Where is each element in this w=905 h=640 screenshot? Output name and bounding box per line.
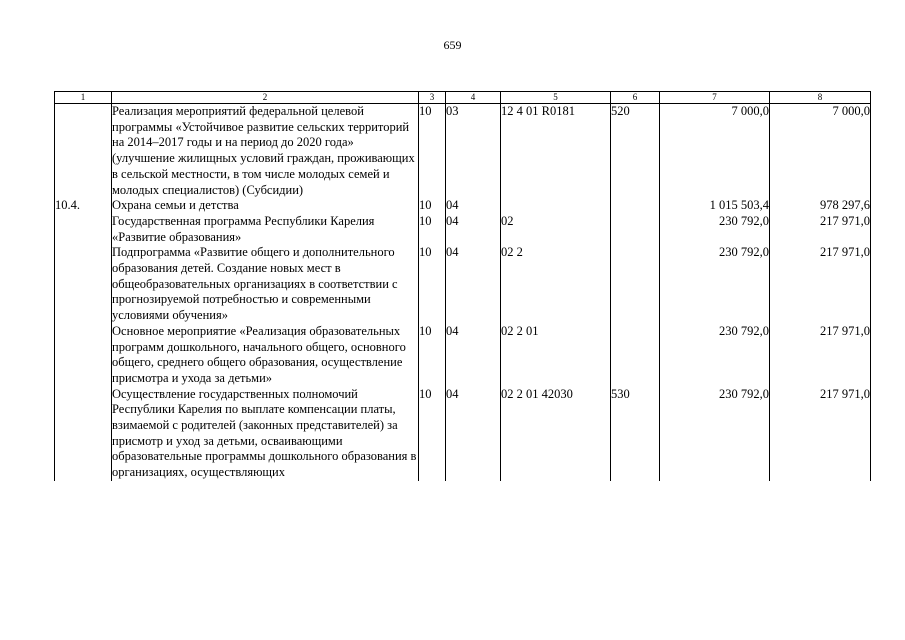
row-subsection: 04	[446, 245, 501, 324]
row-amount-2: 7 000,0	[770, 104, 871, 199]
header-col-3: 3	[419, 92, 446, 104]
table-row	[55, 387, 871, 481]
row-number	[55, 324, 112, 387]
header-col-2: 2	[112, 92, 419, 104]
table-row	[55, 214, 871, 245]
table-row	[55, 198, 871, 214]
header-col-1: 1	[55, 92, 112, 104]
budget-table	[54, 91, 871, 481]
row-name: Государственная программа Республики Карелия «Развитие образования»	[112, 214, 419, 245]
table-row	[55, 245, 871, 324]
header-col-4: 4	[446, 92, 501, 104]
row-subsection: 03	[446, 104, 501, 199]
row-subsection: 04	[446, 387, 501, 481]
row-amount-2: 978 297,6	[770, 198, 871, 214]
row-target: 02 2 01	[501, 324, 611, 387]
page-number: 659	[443, 38, 462, 52]
header-row	[55, 92, 871, 104]
row-amount-1: 1 015 503,4	[660, 198, 770, 214]
row-name: Реализация мероприятий федеральной целевой программы «Устойчивое развитие сельских территорий на 2014–2017 годы и на период до 2020 года» (улучшение жилищных условий граждан, проживающих в сельской местности, в том числе молодых семей и молодых специалистов) (Субсидии)	[112, 104, 419, 199]
row-name: Осуществление государственных полномочий Республики Карелия по выплате компенсации платы, взимаемой с родителей (законных представителей) за присмотр и уход за детьми, осваивающими образовательные программы дошкольного образования в организациях, осуществляющих	[112, 387, 419, 481]
row-target	[501, 198, 611, 214]
row-amount-1: 7 000,0	[660, 104, 770, 199]
row-target: 12 4 01 R0181	[501, 104, 611, 199]
row-section: 10	[419, 198, 446, 214]
row-subsection: 04	[446, 198, 501, 214]
row-target: 02	[501, 214, 611, 245]
row-subsection: 04	[446, 324, 501, 387]
row-expense-type	[611, 245, 660, 324]
row-section: 10	[419, 387, 446, 481]
row-amount-1: 230 792,0	[660, 387, 770, 481]
table-row	[55, 104, 871, 199]
row-number	[55, 245, 112, 324]
row-section: 10	[419, 104, 446, 199]
row-number	[55, 387, 112, 481]
row-section: 10	[419, 245, 446, 324]
row-expense-type: 520	[611, 104, 660, 199]
header-col-6: 6	[611, 92, 660, 104]
row-amount-2: 217 971,0	[770, 245, 871, 324]
header-col-7: 7	[660, 92, 770, 104]
row-name: Охрана семьи и детства	[112, 198, 419, 214]
row-name: Подпрограмма «Развитие общего и дополнительного образования детей. Создание новых мест в общеобразовательных организациях в соответствии с прогнозируемой потребностью и современными условиями обучения»	[112, 245, 419, 324]
row-amount-2: 217 971,0	[770, 214, 871, 245]
table-row	[55, 324, 871, 387]
row-number	[55, 104, 112, 199]
row-target: 02 2	[501, 245, 611, 324]
header-col-8: 8	[770, 92, 871, 104]
row-amount-2: 217 971,0	[770, 387, 871, 481]
row-number: 10.4.	[55, 198, 112, 214]
row-expense-type	[611, 324, 660, 387]
row-section: 10	[419, 214, 446, 245]
row-amount-1: 230 792,0	[660, 245, 770, 324]
row-subsection: 04	[446, 214, 501, 245]
row-section: 10	[419, 324, 446, 387]
row-amount-1: 230 792,0	[660, 214, 770, 245]
row-amount-2: 217 971,0	[770, 324, 871, 387]
row-amount-1: 230 792,0	[660, 324, 770, 387]
row-number	[55, 214, 112, 245]
row-expense-type	[611, 198, 660, 214]
row-expense-type	[611, 214, 660, 245]
row-expense-type: 530	[611, 387, 660, 481]
row-target: 02 2 01 42030	[501, 387, 611, 481]
row-name: Основное мероприятие «Реализация образовательных программ дошкольного, начального общего, основного общего, среднего общего образования, осуществление присмотра и ухода за детьми»	[112, 324, 419, 387]
header-col-5: 5	[501, 92, 611, 104]
